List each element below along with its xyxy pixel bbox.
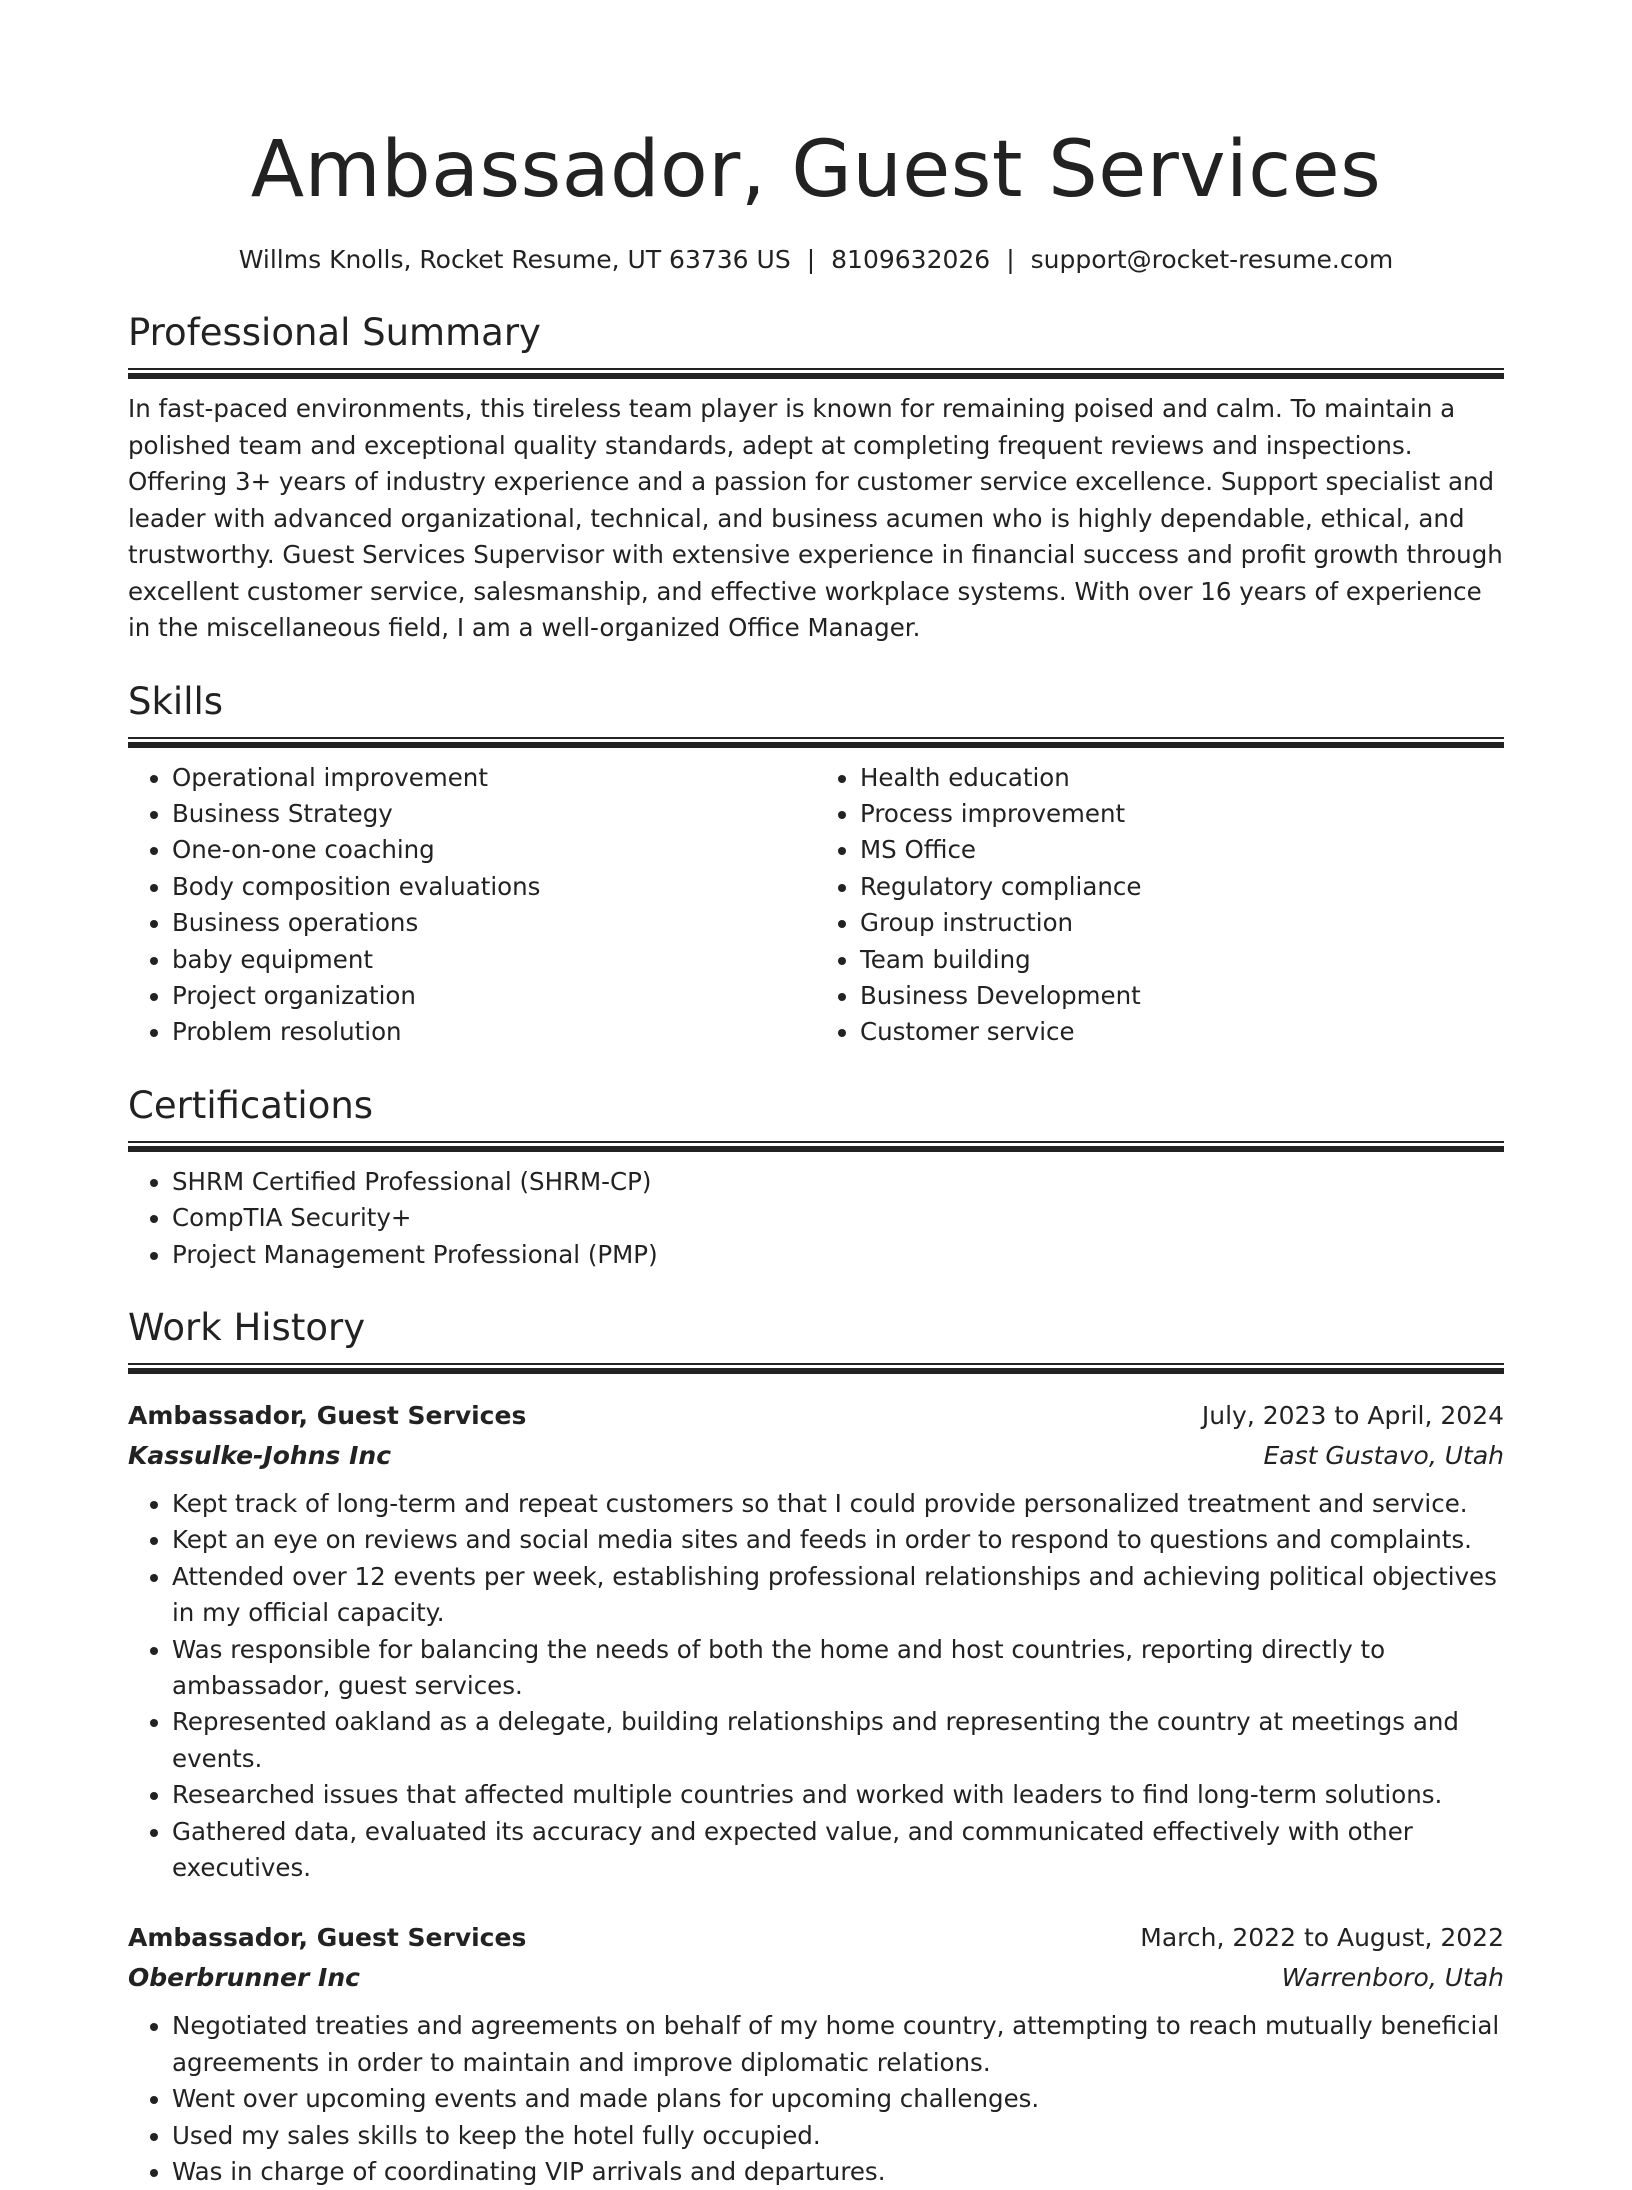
skill-item: • Project organization: [172, 978, 816, 1014]
section-title-certifications: Certifications: [128, 1083, 374, 1127]
contact-address: Willms Knolls, Rocket Resume, UT 63736 US: [238, 245, 791, 274]
job-duty: • Represented oakland as a delegate, building relationships and representing the country at meetings and events.: [172, 1704, 1504, 1777]
job-duty: • Kept track of long-term and repeat customers so that I could provide personalized treatment and service.: [172, 1486, 1504, 1522]
job-entry: [128, 1918, 1504, 2190]
job-title: Ambassador, Guest Services: [128, 1400, 527, 1430]
job-duty: • Gathered data, evaluated its accuracy and expected value, and communicated effectively with other executives.: [172, 1814, 1504, 1887]
job-entry: [128, 1396, 1504, 1886]
contact-line: [128, 242, 1504, 278]
job-dates: March, 2022 to August, 2022: [1140, 1923, 1504, 1953]
certification-item: • CompTIA Security+: [172, 1200, 1504, 1236]
work-history-section: [128, 1303, 1504, 2190]
skill-item: • Process improvement: [860, 796, 1504, 832]
skill-item: • Customer service: [860, 1014, 1504, 1050]
certification-item: • SHRM Certified Professional (SHRM-CP): [172, 1164, 1504, 1200]
summary-section: [128, 308, 1504, 647]
skill-item: • MS Office: [860, 832, 1504, 868]
summary-text: In fast-paced environments, this tireless team player is known for remaining poised and calm. To maintain a polished team and exceptional quality standards, adept at completing frequent reviews and inspections. Offering 3+ years of industry experience and a passion for customer service excellence. Support specialist and leader with advanced organizational, technical, and business acumen who is highly dependable, ethical, and trustworthy. Guest Services Supervisor with extensive experience in financial success and profit growth through excellent customer service, salesmanship, and effective workplace systems. With over 16 years of experience in the miscellaneous field, I am a well-organized Office Manager.: [128, 394, 1503, 642]
skill-item: • Business Development: [860, 978, 1504, 1014]
certification-item: • Project Management Professional (PMP): [172, 1237, 1504, 1273]
job-duty: • Researched issues that affected multiple countries and worked with leaders to find long-term solutions.: [172, 1777, 1504, 1813]
section-divider: [128, 737, 1504, 748]
skill-item: • Business operations: [172, 905, 816, 941]
section-divider: [128, 1363, 1504, 1374]
section-divider: [128, 368, 1504, 379]
skill-item: • One-on-one coaching: [172, 832, 816, 868]
job-duty: • Attended over 12 events per week, establishing professional relationships and achieving political objectives in my official capacity.: [172, 1559, 1504, 1632]
job-duties-list: [128, 1486, 1504, 1886]
job-duty: • Was responsible for balancing the needs of both the home and host countries, reporting directly to ambassador, guest services.: [172, 1632, 1504, 1705]
skill-item: • Regulatory compliance: [860, 869, 1504, 905]
contact-email: support@rocket-resume.com: [1030, 245, 1394, 274]
skill-item: • Body composition evaluations: [172, 869, 816, 905]
job-company: Oberbrunner Inc: [128, 1963, 360, 1993]
job-company-row: [128, 1436, 1504, 1476]
skill-item: • baby equipment: [172, 942, 816, 978]
job-duty: • Went over upcoming events and made plans for upcoming challenges.: [172, 2081, 1504, 2117]
skill-item: • Health education: [860, 760, 1504, 796]
job-dates: July, 2023 to April, 2024: [1201, 1400, 1504, 1430]
job-company-row: [128, 1958, 1504, 1998]
section-title-skills: Skills: [128, 679, 224, 723]
job-duty: • Was in charge of coordinating VIP arrivals and departures.: [172, 2154, 1504, 2190]
skills-list-left: [128, 760, 816, 1051]
certifications-section: [128, 1081, 1504, 1273]
job-location: East Gustavo, Utah: [1263, 1440, 1504, 1470]
section-divider: [128, 1141, 1504, 1152]
contact-separator: |: [1006, 245, 1015, 274]
skill-item: • Group instruction: [860, 905, 1504, 941]
job-duties-list: [128, 2008, 1504, 2190]
job-duty: • Kept an eye on reviews and social media sites and feeds in order to respond to questions and complaints.: [172, 1522, 1504, 1558]
job-header-row: [128, 1918, 1504, 1958]
job-company: Kassulke-Johns Inc: [128, 1440, 392, 1470]
skills-grid: [128, 760, 1504, 1051]
skill-item: • Operational improvement: [172, 760, 816, 796]
skill-item: • Business Strategy: [172, 796, 816, 832]
job-header-row: [128, 1396, 1504, 1436]
skills-list-right: [816, 760, 1504, 1051]
resume-name: Ambassador, Guest Services: [250, 125, 1382, 215]
contact-separator: |: [806, 245, 816, 274]
job-duty: • Negotiated treaties and agreements on behalf of my home country, attempting to reach mutually beneficial agreements in order to maintain and improve diplomatic relations.: [172, 2008, 1504, 2081]
section-title-work-history: Work History: [128, 1305, 366, 1349]
certifications-list: [128, 1164, 1504, 1273]
skill-item: • Team building: [860, 942, 1504, 978]
skills-section: [128, 677, 1504, 1051]
contact-phone: 8109632026: [831, 245, 991, 274]
skill-item: • Problem resolution: [172, 1014, 816, 1050]
job-location: Warrenboro, Utah: [1281, 1963, 1504, 1993]
section-title-summary: Professional Summary: [128, 311, 541, 354]
job-title: Ambassador, Guest Services: [128, 1923, 527, 1953]
job-duty: • Used my sales skills to keep the hotel fully occupied.: [172, 2118, 1504, 2154]
